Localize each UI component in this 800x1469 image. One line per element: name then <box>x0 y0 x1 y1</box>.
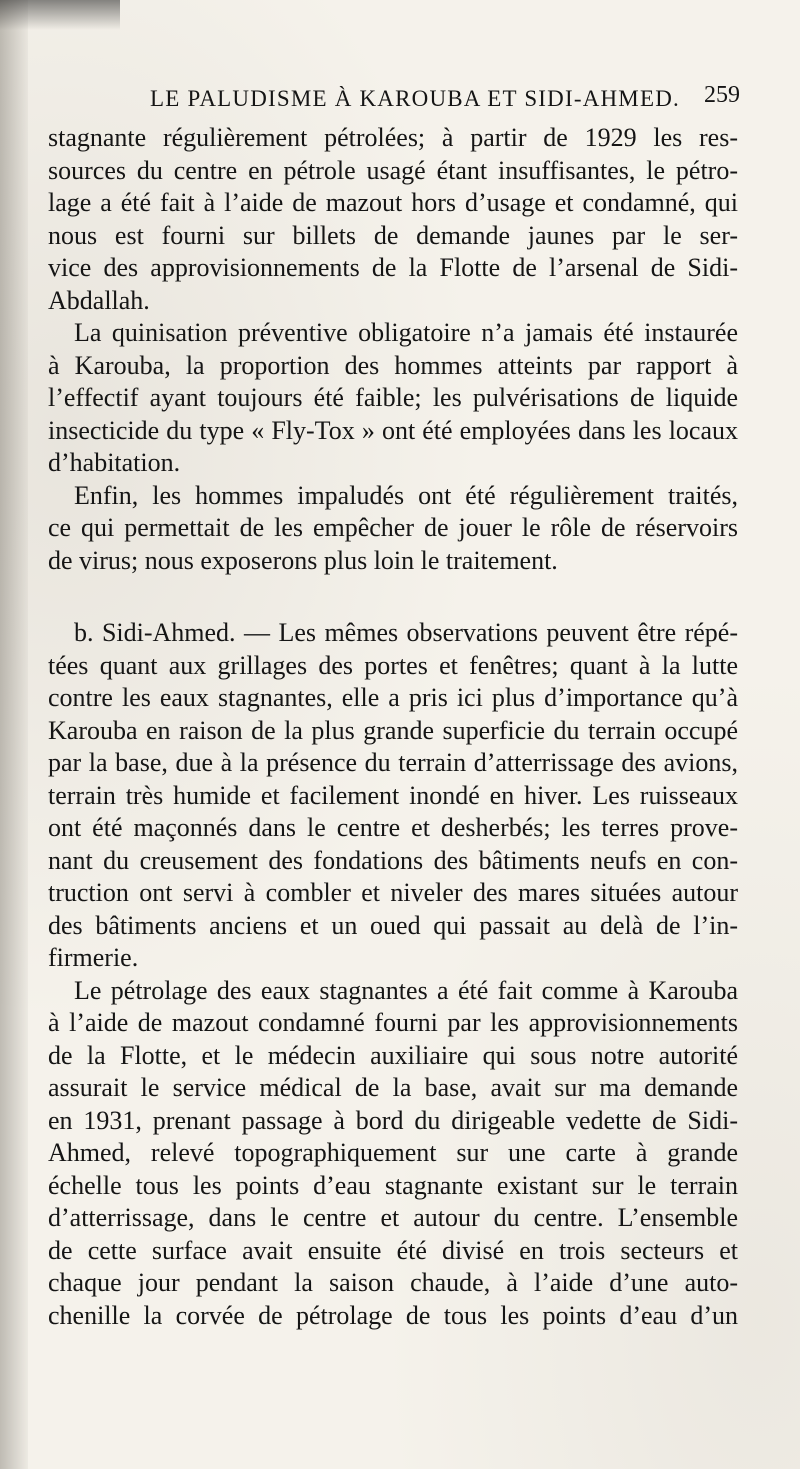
text-line: à l’aide de mazout condamné fourni par les approvisionnements <box>48 1008 738 1037</box>
text-line: échelle tous les points d’eau stagnante existant sur le terrain <box>48 1170 738 1200</box>
text-line: de cette surface avait ensuite été divisé en trois secteurs et <box>48 1235 738 1265</box>
text-line: insecticide du type « Fly-Tox » ont été employées dans les locaux <box>48 415 738 445</box>
text-line: à Karouba, la proportion des hommes atteints par rapport à <box>48 350 738 380</box>
text-line: nous est fourni sur billets de demande jaunes par le ser- <box>48 220 738 250</box>
text-line: assurait le service médical de la base, avait sur ma demande <box>48 1073 738 1102</box>
text-line: Abdallah. <box>48 285 150 315</box>
page-number: 259 <box>704 82 740 108</box>
text-line: Ahmed, relevé topographiquement sur une carte à grande <box>48 1138 738 1167</box>
text-line: tées quant aux grillages des portes et fenêtres; quant à la lutte <box>48 650 738 680</box>
paragraph <box>48 617 738 975</box>
text-line: contre les eaux stagnantes, elle a pris ici plus d’importance qu’à <box>48 683 738 712</box>
body-text <box>48 122 738 1332</box>
text-line: Le pétrolage des eaux stagnantes a été fait comme à Karouba <box>74 975 738 1005</box>
paragraph <box>48 480 738 578</box>
text-line: ce qui permettait de les empêcher de jouer le rôle de réservoirs <box>48 513 738 542</box>
text-line: terrain très humide et facilement inondé en hiver. Les ruisseaux <box>48 780 738 810</box>
text-line: truction ont servi à combler et niveler des mares situées autour <box>48 878 738 907</box>
text-line: nant du creusement des fondations des bâtiments neufs en con- <box>48 845 738 875</box>
text-line: lage a été fait à l’aide de mazout hors d’usage et condamné, qui <box>48 188 738 217</box>
text-line: La quinisation préventive obligatoire n’a jamais été instaurée <box>74 318 738 347</box>
text-line: en 1931, prenant passage à bord du dirigeable vedette de Sidi- <box>48 1105 738 1135</box>
text-line: b. Sidi-Ahmed. — Les mêmes observations peuvent être répé- <box>74 618 738 647</box>
text-line: des bâtiments anciens et un oued qui passait au delà de l’in- <box>48 910 738 940</box>
scan-corner-shadow <box>0 0 120 30</box>
text-line: par la base, due à la présence du terrain d’atterrissage des avions, <box>48 748 738 777</box>
running-title: LE PALUDISME À KAROUBA ET SIDI-AHMED. <box>150 86 680 111</box>
text-line: chaque jour pendant la saison chaude, à l’aide d’une auto- <box>48 1268 738 1297</box>
paragraph <box>48 122 738 317</box>
page-binding-shadow <box>0 0 28 1469</box>
text-line: Karouba en raison de la plus grande superficie du terrain occupé <box>48 715 738 745</box>
text-line: chenille la corvée de pétrolage de tous les points d’eau d’un <box>48 1300 738 1330</box>
text-line: d’habitation. <box>48 448 181 477</box>
paragraph <box>48 317 738 480</box>
page-header <box>150 80 740 120</box>
text-line: ont été maçonnés dans le centre et desherbés; les terres prove- <box>48 813 738 842</box>
text-line: vice des approvisionnements de la Flotte de l’arsenal de Sidi- <box>48 253 738 282</box>
text-line: l’effectif ayant toujours été faible; les pulvérisations de liquide <box>48 383 738 412</box>
text-line: Enfin, les hommes impaludés ont été régulièrement traités, <box>74 480 738 510</box>
text-line: d’atterrissage, dans le centre et autour du centre. L’ensemble <box>48 1203 738 1232</box>
paragraph <box>48 975 738 1333</box>
text-line: firmerie. <box>48 943 139 972</box>
text-line: sources du centre en pétrole usagé étant insuffisantes, le pétro- <box>48 155 738 185</box>
text-line: de virus; nous exposerons plus loin le traitement. <box>48 545 558 575</box>
text-line: stagnante régulièrement pétrolées; à partir de 1929 les res- <box>48 123 738 152</box>
section-spacer <box>48 577 738 617</box>
text-line: de la Flotte, et le médecin auxiliaire qui sous notre autorité <box>48 1040 738 1070</box>
